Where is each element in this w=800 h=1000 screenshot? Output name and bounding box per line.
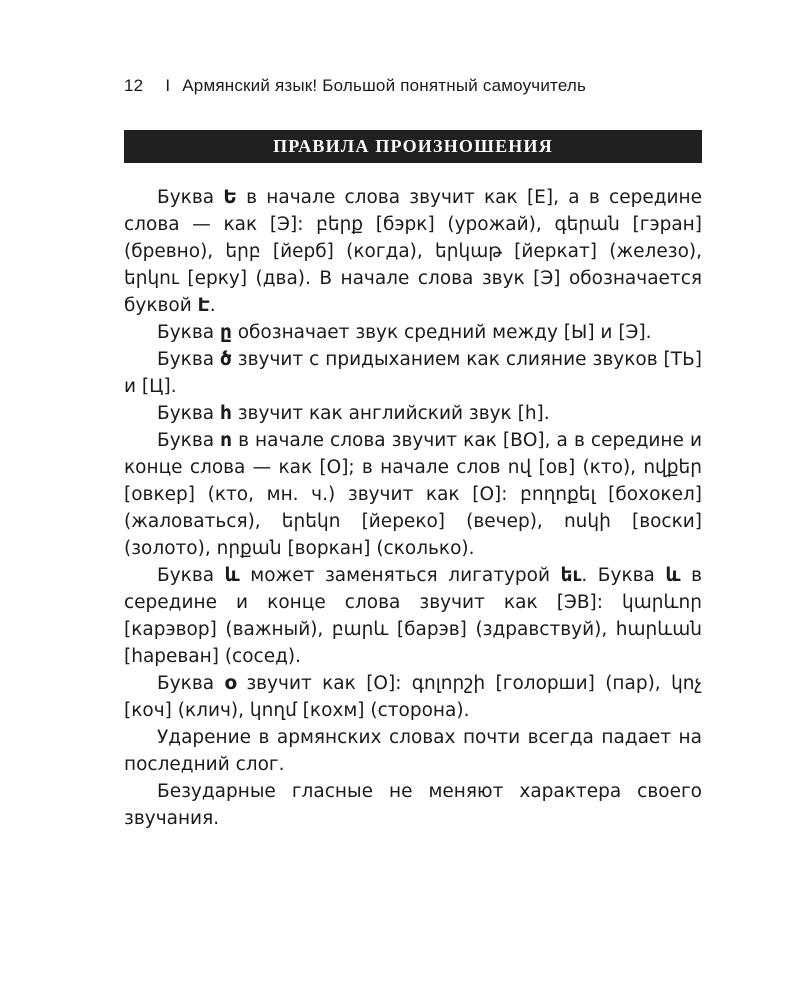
armenian-letter: Է [197,295,210,316]
body-text [124,184,702,832]
header-separator: I [165,76,171,95]
paragraph-text: обозначает звук средний между [Ы] и [Э]. [231,322,652,343]
paragraph-p2 [124,319,702,346]
paragraph-p5 [124,427,702,562]
paragraph-text: в начале слова звучит как [ВО], а в середине и конце слова — как [О]; в начале слов ով [ов] (кто), ովքեր [овкер] (кто, мн. ч.) звучит как [О]: բողոքել [бохокел] (жаловаться), երեկո [йереко] (вечер), ոսկի [воски] (золото), որքան [воркан] (сколько). [124,430,702,559]
paragraph-text: Буква [157,187,224,208]
running-header [124,74,586,98]
paragraph-p8 [124,724,702,778]
page-number: 12 [124,76,144,95]
paragraph-text: в середине и конце слова звучит как [ЭВ]: կարևոր [карэвор] (важный), բարև [барэв] (здравствуй), հարևան [hареван] (сосед). [124,565,702,667]
paragraph-text: Буква [157,673,225,694]
paragraph-text: Буква [157,430,221,451]
section-title-banner [124,130,702,163]
paragraph-text: Безударные гласные не меняют характера своего звучания. [124,781,702,829]
paragraph-p3 [124,346,702,400]
paragraph-p1 [124,184,702,319]
running-title: Армянский язык! Большой понятный самоучитель [182,76,587,95]
paragraph-text: . Буква [581,565,666,586]
armenian-letter: հ [219,403,232,424]
armenian-letter: ը [219,322,232,343]
paragraph-text: звучит с придыханием как слияние звуков [ТЬ] и [Ц]. [124,349,702,397]
paragraph-text: в начале слова звучит как [Е], а в середине слова — как [Э]: բերք [бэрк] (урожай), գերան [гэран] (бревно), երբ [йерб] (когда), երկաթ [йеркат] (железо), երկու [ерку] (два). В начале слова звук [Э] обозначается буквой [124,187,703,316]
paragraph-text: звучит как [О]: գոլորշի [голорши] (пар), կոչ [коч] (клич), կողմ [кохм] (сторона). [124,673,703,721]
paragraph-text: Ударение в армянских словах почти всегда падает на последний слог. [124,727,702,775]
paragraph-p7 [124,670,702,724]
armenian-letter: ո [220,430,233,451]
paragraph-text: . [209,295,216,316]
paragraph-text: Буква [157,322,220,343]
paragraph-text: Буква [157,403,220,424]
armenian-letter: ծ [220,349,232,370]
paragraph-p9 [124,778,702,832]
paragraph-text: звучит как английский звук [h]. [231,403,550,424]
armenian-letter: եւ [560,565,582,586]
armenian-letter: Ե [223,187,237,208]
armenian-letter: և [224,565,240,586]
paragraph-text: Буква [157,349,221,370]
paragraph-text: может заменяться лигатурой [239,565,561,586]
paragraph-text: Буква [157,565,225,586]
section-title: ПРАВИЛА ПРОИЗНОШЕНИЯ [273,136,553,156]
armenian-letter: և [665,565,681,586]
armenian-letter: օ [224,673,236,694]
paragraph-p6 [124,562,702,670]
paragraph-p4 [124,400,702,427]
